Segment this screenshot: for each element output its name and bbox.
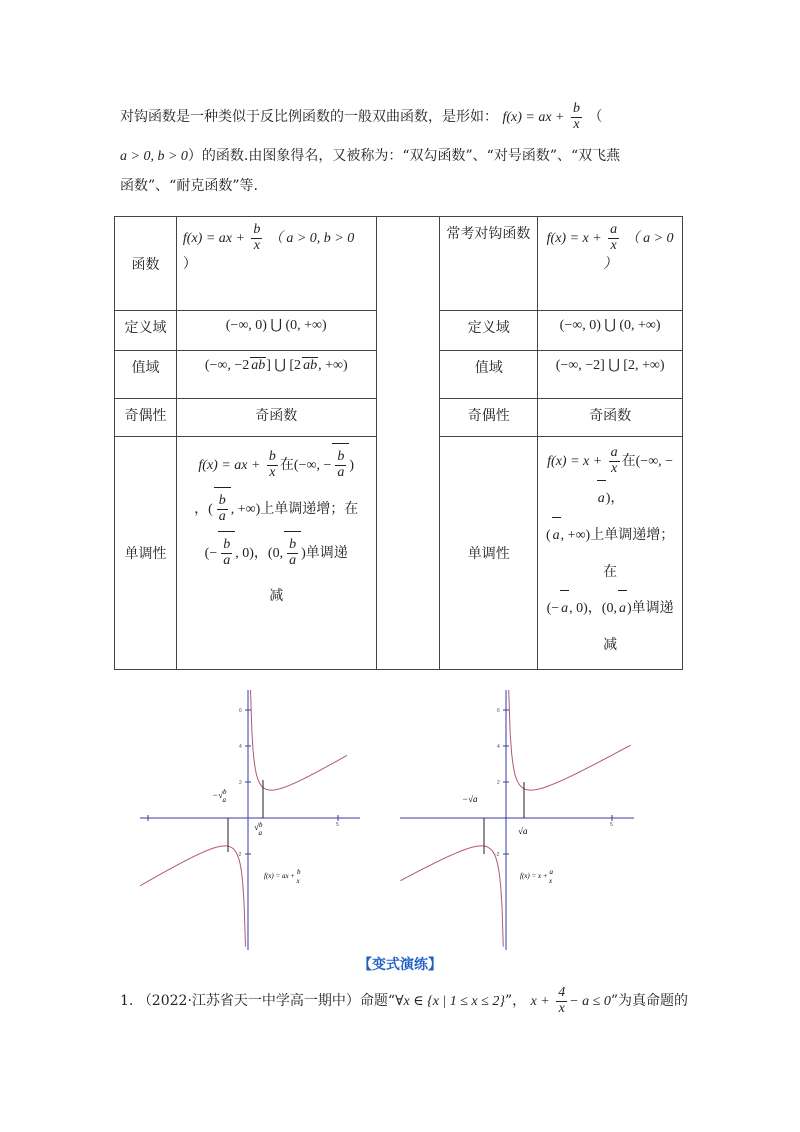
right-mono-int4a: (0,	[601, 601, 617, 616]
right-mono-int3b: , 0)，	[569, 601, 602, 616]
left-mono-sqrt2-num: b	[218, 492, 226, 508]
right-mono-in: 在	[621, 453, 636, 469]
left-func-lhs: f(x) = ax +	[182, 231, 245, 247]
left-mono-int4a: (0,	[267, 546, 284, 561]
left-mono-sqrt-den: a	[337, 464, 345, 480]
left-func-close: ）	[182, 256, 197, 273]
left-range-p1: (−∞, −2	[204, 358, 250, 373]
left-neg-sqrt-label: −√$^b$ a	[212, 788, 227, 804]
left-func-den: x	[253, 237, 261, 253]
intro-line-1	[120, 98, 680, 137]
right-domain-value: (−∞, 0) ⋃ (0, +∞)	[538, 311, 683, 351]
question-frac	[556, 986, 567, 1016]
intro-frac-den: x	[573, 116, 580, 132]
left-mono-int1b: )	[349, 458, 355, 473]
right-mono-lhs: f(x) = x +	[547, 454, 603, 469]
right-neg-sqrt-label: −√a	[462, 794, 478, 804]
right-mono-label: 单调性	[440, 437, 538, 670]
right-graph	[400, 690, 634, 950]
right-mono-int1b: )，	[605, 491, 625, 506]
left-range-sqrt2: ab	[303, 358, 318, 373]
right-mono-int2b: , +∞)	[560, 528, 591, 543]
right-mono-int4b: )	[626, 601, 632, 616]
intro-paren: （	[588, 109, 603, 125]
question-tail: ”为真命题的	[610, 993, 688, 1010]
question-quantifier: ∀x ∈ {x | 1 ≤ x ≤ 2}	[395, 994, 505, 1010]
left-mono-in: 在	[279, 457, 294, 473]
right-func-den: x	[610, 237, 617, 253]
left-mono-inc: 上单调递增；在	[260, 501, 359, 517]
right-func-num: a	[610, 222, 618, 237]
question-expr-rhs: − a ≤ 0	[569, 994, 611, 1010]
question-number: 1.	[120, 993, 134, 1010]
left-mono-sqrt4-num: b	[289, 536, 297, 552]
left-graph	[140, 690, 360, 950]
left-mono-int4b: )	[301, 546, 306, 561]
section-heading: 【变式演练】	[358, 957, 442, 973]
left-function-label: 函数	[115, 217, 177, 311]
right-mono-int3a: (−	[546, 601, 560, 616]
right-parity-label: 奇偶性	[440, 399, 538, 437]
left-range-label: 值域	[115, 351, 177, 399]
left-sqrt-label: √$^b$ a	[254, 821, 263, 837]
left-domain-value: (−∞, 0) ⋃ (0, +∞)	[176, 311, 376, 351]
left-mono-sqrt-num: b	[337, 448, 345, 464]
left-mono-sqrt3-den: a	[223, 552, 231, 568]
intro-text-3: 函数”、“耐克函数”等.	[120, 178, 258, 194]
right-tick-4: 4	[497, 744, 500, 750]
table-gap	[376, 217, 440, 670]
left-domain-label: 定义域	[115, 311, 177, 351]
right-range-label: 值域	[440, 351, 538, 399]
left-tick-6: 6	[239, 708, 242, 714]
right-domain-label: 定义域	[440, 311, 538, 351]
left-range-sqrt1: ab	[251, 358, 266, 373]
left-function-def	[176, 217, 376, 311]
left-mono-lhs: f(x) = ax +	[198, 458, 261, 473]
intro-line-2	[120, 137, 680, 176]
right-tick-6: 6	[497, 708, 500, 714]
left-mono-line2a: ，(	[194, 502, 213, 517]
intro-condition: a > 0, b > 0	[120, 149, 188, 164]
intro-text-1: 对钩函数是一种类似于反比例函数的一般双曲函数，是形如：	[120, 109, 498, 125]
left-mono-den: x	[269, 464, 276, 480]
table-row-function	[115, 217, 683, 311]
left-range-value	[176, 351, 376, 399]
left-mono-sqrt2-den: a	[218, 508, 226, 524]
question-source: （2022·江苏省天一中学高一期中）命题“	[137, 993, 396, 1010]
question-expr-lhs: x +	[530, 994, 550, 1010]
right-mono-inc: 上单调递增；在	[590, 527, 675, 580]
right-mono-int1a: (−∞, −	[635, 454, 674, 469]
question-frac-den: x	[558, 1000, 565, 1016]
right-curve-upper	[509, 690, 631, 790]
left-mono-line1	[183, 443, 370, 487]
right-func-lhs: f(x) = x +	[546, 231, 602, 247]
right-mono-line2	[544, 517, 676, 590]
left-tick-4: 4	[239, 744, 242, 750]
left-mono-int3a: (−	[204, 546, 218, 561]
left-func-cond: （ a > 0, b > 0	[268, 231, 355, 247]
left-mono-int1a: (−∞, −	[293, 458, 332, 473]
question-1	[120, 986, 688, 1016]
right-mono-sqrt1: a	[597, 480, 606, 517]
right-tick-2: 2	[497, 780, 500, 786]
left-mono-value	[176, 437, 376, 670]
intro-frac-num: b	[572, 100, 580, 116]
left-mono-dec1: 单调递	[305, 545, 348, 561]
right-mono-den: x	[611, 460, 618, 476]
question-frac-num: 4	[558, 985, 566, 1000]
right-mono-num: a	[610, 444, 618, 460]
intro-fraction	[571, 102, 582, 132]
right-mono-line3	[544, 590, 676, 663]
properties-table	[114, 216, 683, 670]
right-mono-int2a: (	[546, 528, 551, 543]
intro-formula-lhs: f(x) = ax +	[502, 110, 565, 125]
left-caption: f(x) = ax + b x	[264, 868, 301, 885]
right-mono-line1	[544, 443, 676, 517]
intro-paragraph	[120, 98, 680, 196]
left-tick-x5: 5	[336, 822, 339, 828]
question-mid: ”，	[504, 993, 527, 1010]
right-func-cond: （ a > 0 ）	[603, 231, 674, 273]
left-mono-label: 单调性	[115, 437, 177, 670]
right-mono-sqrt3: a	[560, 590, 569, 627]
left-mono-sep: ，	[253, 545, 268, 561]
right-range-value: (−∞, −2] ⋃ [2, +∞)	[538, 351, 683, 399]
left-mono-sqrt3-num: b	[223, 536, 231, 552]
right-mono-value	[538, 437, 683, 670]
left-curve-upper	[251, 690, 348, 790]
left-mono-int3b: , 0)	[235, 546, 254, 561]
left-func-num: b	[253, 222, 261, 237]
right-mono-frac	[609, 446, 620, 476]
right-tick-x5: 5	[610, 822, 613, 828]
right-mono-sqrt2: a	[552, 517, 561, 554]
right-mono-dec: 单调递减	[603, 600, 674, 653]
left-mono-line4: 减	[269, 588, 284, 604]
right-parity-value: 奇函数	[538, 399, 683, 437]
left-mono-int2b: , +∞)	[230, 502, 261, 517]
left-parity-value: 奇函数	[176, 399, 376, 437]
left-mono-line3	[183, 531, 370, 575]
left-mono-frac	[267, 450, 278, 480]
left-parity-label: 奇偶性	[115, 399, 177, 437]
left-tick-2: 2	[239, 780, 242, 786]
right-function-def	[538, 217, 683, 311]
right-curve-lower	[400, 846, 503, 947]
right-func-frac	[608, 223, 619, 253]
left-mono-line2	[183, 487, 370, 531]
right-mono-sqrt4: a	[618, 590, 627, 627]
left-func-frac	[251, 223, 262, 253]
left-range-p2: ] ⋃ [2	[266, 358, 302, 373]
right-tick-neg2: -2	[495, 852, 500, 858]
right-function-label: 常考对钩函数	[440, 217, 538, 311]
left-mono-sqrt4-den: a	[289, 552, 297, 568]
right-sqrt-label: √a	[518, 826, 528, 836]
intro-line-3	[120, 176, 680, 196]
right-caption: f(x) = x + a x	[520, 868, 554, 885]
left-mono-num: b	[268, 448, 276, 464]
left-curve-lower	[140, 846, 246, 947]
left-range-p3: , +∞)	[318, 358, 348, 373]
left-tick-neg2: -2	[237, 852, 242, 858]
intro-text-2: ）的函数.由图象得名，又被称为：“双勾函数”、“对号函数”、“双飞燕	[187, 148, 621, 164]
